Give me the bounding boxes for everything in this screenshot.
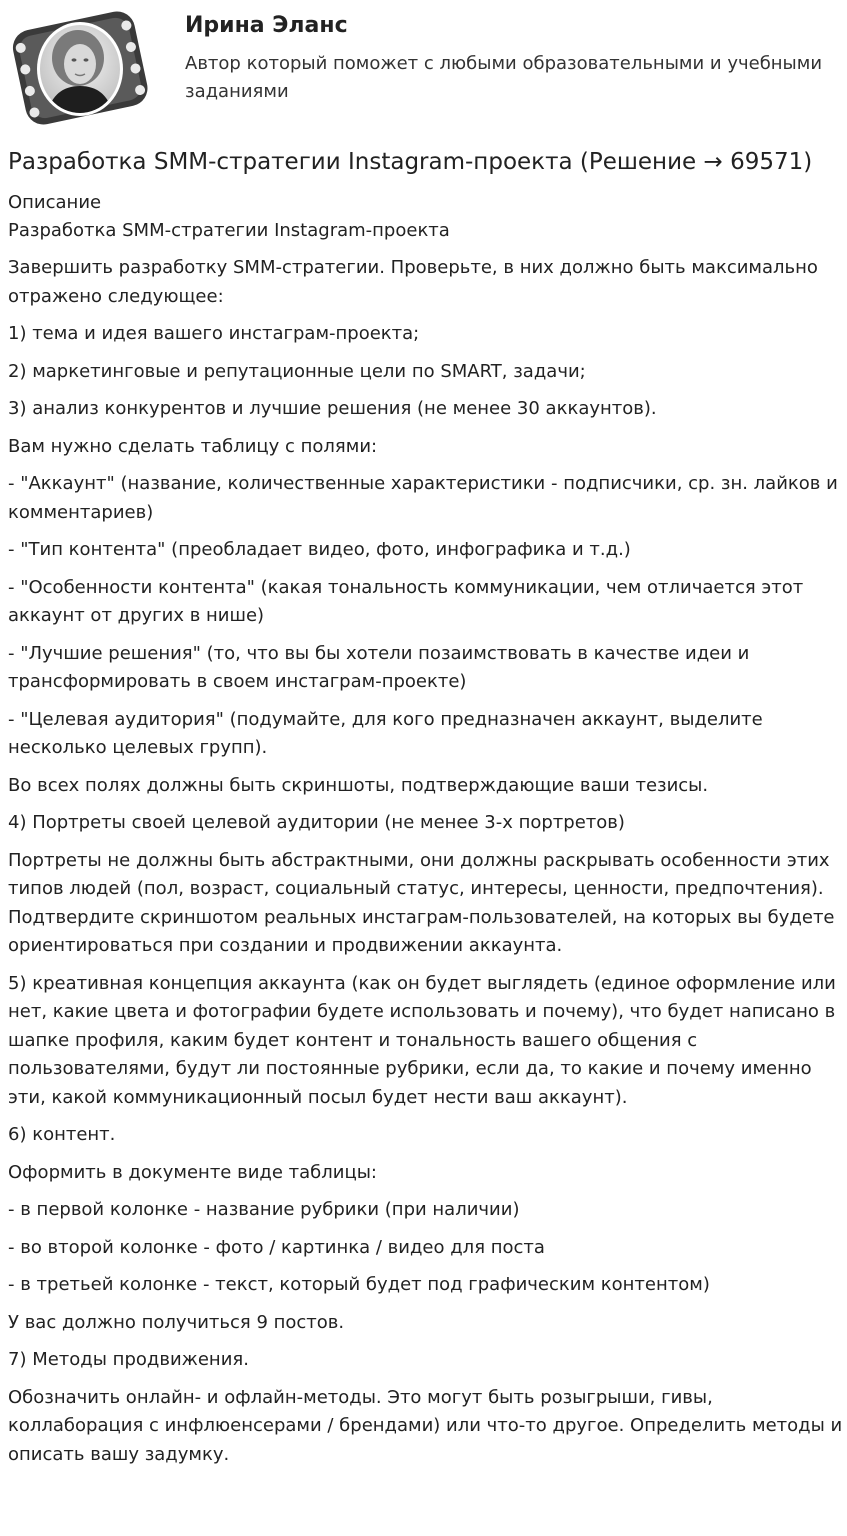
paragraph: - "Целевая аудитория" (подумайте, для кого предназначен аккаунт, выделите несколько целевых групп). xyxy=(8,708,763,758)
paragraph: - в третьей колонке - текст, который будет под графическим контентом) xyxy=(8,1274,710,1295)
paragraph: 3) анализ конкурентов и лучшие решения (не менее 30 аккаунтов). xyxy=(8,398,657,419)
paragraph: Оформить в документе виде таблицы: xyxy=(8,1161,377,1183)
description-label: Описание xyxy=(8,192,102,213)
paragraph: 4) Портреты своей целевой аудитории (не менее 3-х портретов) xyxy=(8,812,625,833)
paragraph: - "Аккаунт" (название, количественные характеристики - подписчики, ср. зн. лайков и комментариев) xyxy=(8,473,838,523)
paragraph: Во всех полях должны быть скриншоты, подтверждающие ваши тезисы. xyxy=(8,774,709,796)
paragraph: 2) маркетинговые и репутационные цели по SMART, задачи; xyxy=(8,360,586,382)
avatar-film-frame-image xyxy=(8,6,153,128)
paragraph: 7) Методы продвижения. xyxy=(8,1349,249,1370)
paragraph: Завершить разработку SMM-стратегии. Проверьте, в них должно быть максимально отражено следующее: xyxy=(8,257,818,307)
paragraph: - во второй колонке - фото / картинка / видео для поста xyxy=(8,1236,545,1258)
paragraph: - "Особенности контента" (какая тональность коммуникации, чем отличается этот аккаунт от других в нише) xyxy=(8,576,804,626)
avatar[interactable] xyxy=(8,6,153,128)
paragraph: - "Лучшие решения" (то, что вы бы хотели позаимствовать в качестве идеи и трансформировать в своем инстаграм-проекте) xyxy=(8,642,750,692)
author-name[interactable]: Ирина Эланс xyxy=(185,13,348,38)
paragraph: - в первой колонке - название рубрики (при наличии) xyxy=(8,1199,520,1220)
paragraph: У вас должно получиться 9 постов. xyxy=(8,1311,345,1333)
page-title: Разработка SMM-стратегии Instagram-проекта (Решение → 69571) xyxy=(8,149,813,175)
paragraph: Вам нужно сделать таблицу с полями: xyxy=(8,435,378,457)
paragraph: Портреты не должны быть абстрактными, они должны раскрывать особенности этих типов людей (пол, возраст, социальный статус, интересы, ценности, предпочтения). Подтвердите скриншотом реальных инстаграм-пользователей, на которых вы будете ориентироваться при создании и продвижении аккаунта. xyxy=(8,849,835,956)
paragraph: Обозначить онлайн- и офлайн-методы. Это могут быть розыгрыши, гивы, коллаборация с инфлюенсерами / брендами) или что-то другое. Определить методы и описать вашу задумку. xyxy=(8,1386,843,1465)
description-subtitle: Разработка SMM-стратегии Instagram-проекта xyxy=(8,220,450,241)
paragraph: - "Тип контента" (преобладает видео, фото, инфографика и т.д.) xyxy=(8,539,631,560)
paragraph: 6) контент. xyxy=(8,1124,116,1145)
paragraph: 1) тема и идея вашего инстаграм-проекта; xyxy=(8,323,420,344)
task-content xyxy=(8,148,843,1469)
author-description: Автор который поможет с любыми образовательными и учебными заданиями xyxy=(185,53,823,102)
description-body xyxy=(8,254,843,1469)
author-card xyxy=(0,0,847,130)
description-block xyxy=(8,189,843,245)
paragraph: 5) креативная концепция аккаунта (как он будет выглядеть (единое оформление или нет, какие цвета и фотографии будете использовать и почему), что будет написано в шапке профиля, каким будет контент и тональность вашего общения с пользователями, будут ли постоянные рубрики, если да, то какие и почему именно эти, какой коммуникационный посыл будет нести ваш аккаунт). xyxy=(8,972,836,1108)
